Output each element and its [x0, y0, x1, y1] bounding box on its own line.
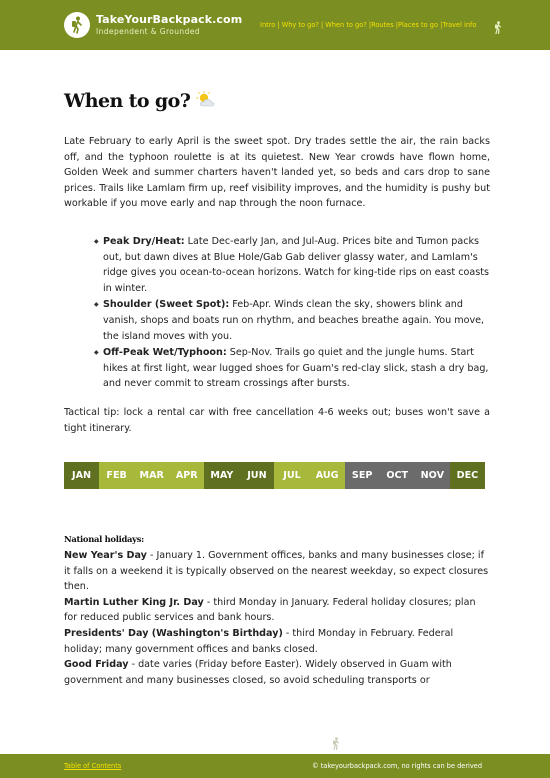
season-label: Peak Dry/Heat: [103, 236, 185, 247]
holiday-text: - third Monday in January. Federal holiday closures; plan for reduced public services and bank hours. [64, 596, 476, 624]
month-jul: JUL [274, 462, 309, 489]
nav-places-to-go[interactable]: Places to go [398, 21, 438, 29]
month-feb: FEB [99, 462, 134, 489]
holiday-item [64, 595, 490, 626]
nav-why-to-go[interactable]: Why to go? [281, 21, 319, 29]
hiker-icon [331, 735, 341, 754]
holiday-item [64, 626, 490, 657]
intro-paragraph: Late February to early April is the sweet spot. Dry trades settle the air, the rain backs off, and the typhoon roulette is at its quietest. New Year crowds have flown home, Golden Week and summer charters haven't landed yet, so beds and cars drop to sane prices. Trails like Lamlam firm up, reef visibility improves, and the humidity is pushy but workable if you move early and nap through the noon furnace. [64, 136, 490, 210]
season-text: Feb-Apr. Winds clean the sky, showers blink and vanish, shops and boats run on rhythm, and beaches breathe again. You move, the island moves with you. [103, 299, 485, 342]
month-season-bar [64, 462, 485, 489]
season-peak [103, 234, 491, 296]
month-aug: AUG [310, 462, 345, 489]
holiday-name: Presidents' Day (Washington's Birthday) [64, 627, 283, 639]
hiker-icon [493, 19, 503, 38]
copyright-text: © takeyourbackpack.com, no rights can be derived [312, 762, 483, 770]
month-dec: DEC [450, 462, 485, 489]
nav-when-to-go[interactable]: When to go? [325, 21, 367, 29]
month-jan: JAN [64, 462, 99, 489]
brand-tagline: Independent & Grounded [96, 27, 200, 36]
month-nov: NOV [415, 462, 450, 489]
holiday-name: Good Friday [64, 659, 129, 671]
footer-bar [0, 754, 550, 778]
holiday-name: New Year's Day [64, 550, 147, 561]
season-off-peak [103, 345, 491, 392]
holiday-text: - third Monday in February. Federal holiday; many government offices and banks closed. [64, 627, 454, 655]
season-list [103, 234, 491, 393]
month-may: MAY [204, 462, 239, 489]
season-shoulder [103, 297, 491, 344]
month-sep: SEP [345, 462, 380, 489]
title-row [64, 90, 216, 112]
month-mar: MAR [134, 462, 169, 489]
nav-intro[interactable]: Intro [260, 21, 276, 29]
top-nav: Intro | Why to go? | When to go? |Routes |Places to go |Travel info [260, 21, 477, 29]
brand-name[interactable]: TakeYourBackpack.com [96, 13, 243, 26]
month-oct: OCT [380, 462, 415, 489]
holiday-text: - date varies (Friday before Easter). Widely observed in Guam with government and many businesses closed, so avoid scheduling transports or [64, 659, 452, 686]
nav-routes[interactable]: Routes [371, 21, 394, 29]
holidays-heading: National holidays: [64, 534, 144, 544]
month-jun: JUN [239, 462, 274, 489]
table-of-contents-link[interactable]: Table of Contents [64, 762, 122, 770]
season-label: Shoulder (Sweet Spot): [103, 299, 230, 311]
nav-travel-info[interactable]: Travel info [442, 21, 477, 29]
season-text: Late Dec-early Jan, and Jul-Aug. Prices bite and Tumon packs out, but dawn dives at Blue Hole/Gab Gab deliver glassy water, and Lamlam's ridge gives you ocean-to-ocean horizons. Watch for king-tide rips on east coasts in winter. [103, 236, 490, 294]
season-label: Off-Peak Wet/Typhoon: [103, 347, 227, 359]
tactical-tip: Tactical tip: lock a rental car with free cancellation 4-6 weeks out; buses won't save a tight itinerary. [64, 407, 490, 434]
page-title: When to go? [64, 90, 191, 112]
holiday-item [64, 657, 490, 688]
sun-behind-cloud-icon [196, 91, 216, 111]
holiday-list [64, 548, 490, 688]
holiday-text: - January 1. Government offices, banks and many businesses close; if it falls on a weekend it is typically observed on the nearest weekday, so expect closures then. [64, 550, 489, 593]
month-apr: APR [169, 462, 204, 489]
holiday-name: Martin Luther King Jr. Day [64, 596, 204, 608]
holiday-item [64, 548, 490, 595]
backpacker-logo-icon[interactable] [64, 12, 90, 38]
season-text: Sep-Nov. Trails go quiet and the jungle hums. Start hikes at first light, wear lugged shoes for Guam's red-clay slick, stash a dry bag, and never commit to stream crossings after bursts. [103, 347, 489, 390]
header-bar [0, 0, 550, 50]
